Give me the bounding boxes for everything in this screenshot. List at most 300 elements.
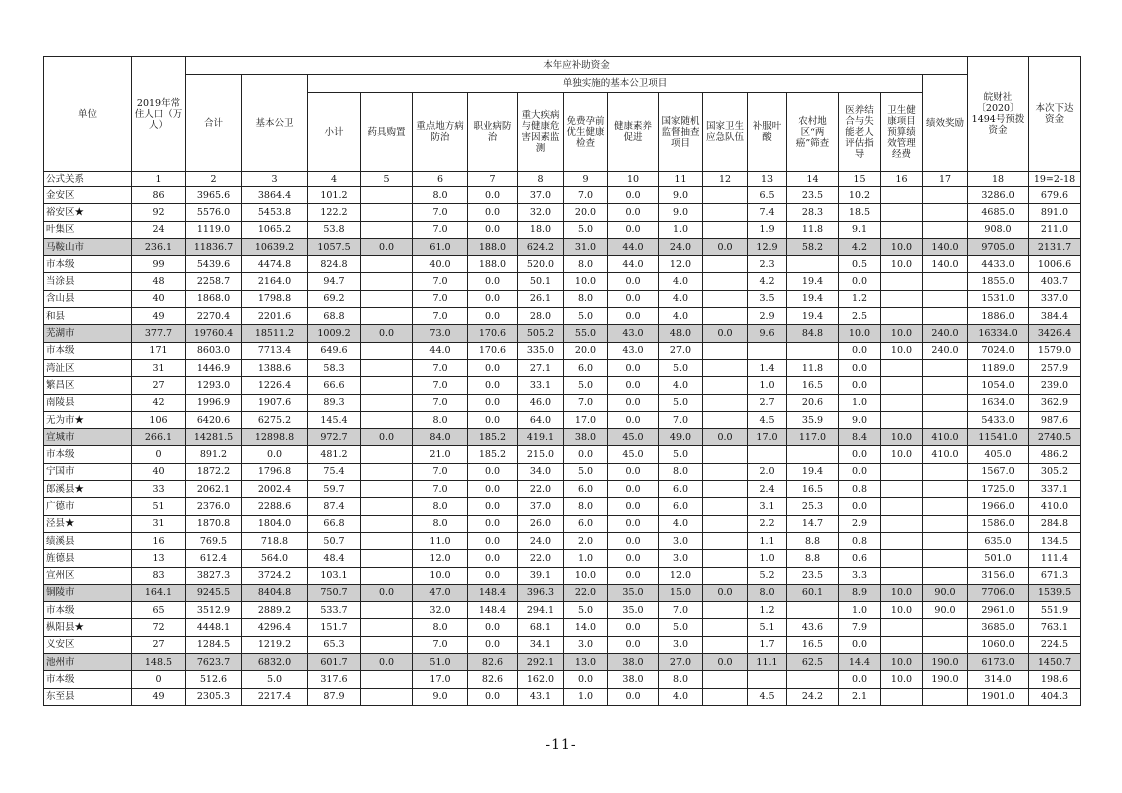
cell-value: 2740.5 (1029, 429, 1081, 446)
cell-value (703, 446, 748, 463)
cell-value (923, 411, 968, 428)
cell-value: 403.7 (1029, 273, 1081, 290)
cell-value: 4448.1 (186, 619, 242, 636)
cell-value: 68.8 (308, 308, 361, 325)
cell-value: 305.2 (1029, 463, 1081, 480)
cell-value (703, 567, 748, 584)
cell-value: 2062.1 (186, 481, 242, 498)
cell-value: 40.0 (413, 256, 468, 273)
table-row (44, 602, 1081, 619)
cell-value: 0.8 (839, 532, 881, 549)
cell-value: 1293.0 (186, 377, 242, 394)
cell-value: 0.0 (703, 429, 748, 446)
cell-value: 20.0 (564, 342, 608, 359)
cell-value: 11.0 (413, 532, 468, 549)
cell-value: 62.5 (787, 654, 839, 671)
cell-value: 512.6 (186, 671, 242, 688)
cell-value: 101.2 (308, 187, 361, 204)
cell-value: 22.0 (518, 550, 564, 567)
cell-value (881, 567, 923, 584)
cell-value: 284.8 (1029, 515, 1081, 532)
cell-value: 5.0 (659, 394, 703, 411)
cell-value: 50.7 (308, 532, 361, 549)
cell-value: 1450.7 (1029, 654, 1081, 671)
cell-value: 5576.0 (186, 204, 242, 221)
cell-value: 3.0 (659, 532, 703, 549)
cell-value: 19760.4 (186, 325, 242, 342)
cell-value: 1996.9 (186, 394, 242, 411)
cell-value: 16.5 (787, 377, 839, 394)
cell-value: 21.0 (413, 446, 468, 463)
cell-value: 10.0 (564, 273, 608, 290)
cell-value: 22.0 (518, 481, 564, 498)
table-row (44, 308, 1081, 325)
cell-value: 8.0 (564, 256, 608, 273)
cell-value: 7.0 (659, 411, 703, 428)
cell-value: 292.1 (518, 654, 564, 671)
cell-value: 122.2 (308, 204, 361, 221)
cell-value (748, 342, 787, 359)
cell-value (881, 273, 923, 290)
cell-value: 215.0 (518, 446, 564, 463)
cell-value: 0.0 (468, 463, 518, 480)
cell-value: 0.0 (564, 446, 608, 463)
cell-value (703, 671, 748, 688)
cell-unit: 马鞍山市 (44, 238, 132, 255)
cell-value (923, 221, 968, 238)
cell-value: 86 (132, 187, 186, 204)
cell-value: 17.0 (413, 671, 468, 688)
cell-value: 1054.0 (968, 377, 1029, 394)
cell-value: 0.0 (468, 550, 518, 567)
cell-unit: 宣城市 (44, 429, 132, 446)
cell-value: 1 (132, 172, 186, 187)
cell-value: 0.0 (839, 446, 881, 463)
cell-value: 24.0 (659, 238, 703, 255)
cell-value: 9.0 (413, 688, 468, 705)
cell-value: 11.8 (787, 359, 839, 376)
cell-value: 486.2 (1029, 446, 1081, 463)
cell-value: 14281.5 (186, 429, 242, 446)
cell-value: 14.4 (839, 654, 881, 671)
cell-value: 38.0 (608, 671, 659, 688)
cell-value: 171 (132, 342, 186, 359)
cell-value: 0.6 (839, 550, 881, 567)
cell-value: 58.3 (308, 359, 361, 376)
header-basic: 基本公卫 (242, 75, 308, 172)
cell-value: 2.7 (748, 394, 787, 411)
cell-value: 84.0 (413, 429, 468, 446)
cell-value: 20.6 (787, 394, 839, 411)
cell-value: 6.0 (564, 515, 608, 532)
cell-value (923, 532, 968, 549)
cell-value: 1.4 (748, 359, 787, 376)
cell-value: 2.4 (748, 481, 787, 498)
cell-unit: 金安区 (44, 187, 132, 204)
cell-value: 23.5 (787, 187, 839, 204)
cell-value: 9705.0 (968, 238, 1029, 255)
cell-value: 9.0 (839, 411, 881, 428)
cell-value (881, 550, 923, 567)
cell-value: 266.1 (132, 429, 186, 446)
cell-value: 8.0 (659, 671, 703, 688)
cell-value: 679.6 (1029, 187, 1081, 204)
cell-value: 1886.0 (968, 308, 1029, 325)
cell-value: 0.0 (468, 377, 518, 394)
cell-value: 11836.7 (186, 238, 242, 255)
cell-value: 10 (608, 172, 659, 187)
cell-value: 31 (132, 515, 186, 532)
header-col: 国家卫生应急队伍 (703, 93, 748, 172)
cell-value: 92 (132, 204, 186, 221)
cell-value: 73.0 (413, 325, 468, 342)
cell-value: 239.0 (1029, 377, 1081, 394)
cell-value: 1804.0 (242, 515, 308, 532)
table-row (44, 463, 1081, 480)
cell-value: 317.6 (308, 671, 361, 688)
cell-value: 2.3 (748, 256, 787, 273)
cell-value: 1907.6 (242, 394, 308, 411)
cell-value: 362.9 (1029, 394, 1081, 411)
cell-value: 4.0 (659, 308, 703, 325)
cell-value: 27.0 (659, 342, 703, 359)
header-this-year: 本年应补助资金 (186, 57, 968, 75)
cell-value: 0.0 (839, 359, 881, 376)
cell-value: 377.7 (132, 325, 186, 342)
cell-value: 2258.7 (186, 273, 242, 290)
cell-value: 2.9 (839, 515, 881, 532)
cell-value: 1634.0 (968, 394, 1029, 411)
cell-value: 240.0 (923, 325, 968, 342)
cell-value (923, 515, 968, 532)
cell-value: 3827.3 (186, 567, 242, 584)
cell-value (881, 411, 923, 428)
cell-value: 4.5 (748, 688, 787, 705)
cell-value: 0.0 (468, 411, 518, 428)
cell-value: 4296.4 (242, 619, 308, 636)
cell-value (923, 636, 968, 653)
cell-value: 2002.4 (242, 481, 308, 498)
cell-value (703, 636, 748, 653)
cell-value: 148.5 (132, 654, 186, 671)
cell-value: 12.0 (413, 550, 468, 567)
cell-value: 1009.2 (308, 325, 361, 342)
cell-unit: 南陵县 (44, 394, 132, 411)
header-col: 农村地区“两癌”筛查 (787, 93, 839, 172)
table-row (44, 256, 1081, 273)
cell-value: 38.0 (608, 654, 659, 671)
cell-unit: 市本级 (44, 446, 132, 463)
cell-value: 19.4 (787, 463, 839, 480)
cell-value: 2164.0 (242, 273, 308, 290)
cell-value: 35.9 (787, 411, 839, 428)
cell-value: 12.0 (659, 256, 703, 273)
cell-value: 1901.0 (968, 688, 1029, 705)
cell-value: 564.0 (242, 550, 308, 567)
cell-value: 16.5 (787, 636, 839, 653)
cell-value: 0.0 (608, 273, 659, 290)
cell-value: 7.0 (413, 273, 468, 290)
header-col: 重点地方病防治 (413, 93, 468, 172)
cell-value: 0.0 (361, 429, 413, 446)
cell-unit: 泾县★ (44, 515, 132, 532)
cell-unit: 裕安区★ (44, 204, 132, 221)
cell-value: 83 (132, 567, 186, 584)
cell-value: 45.0 (608, 446, 659, 463)
cell-unit: 叶集区 (44, 221, 132, 238)
cell-value: 891.0 (1029, 204, 1081, 221)
cell-value: 1219.2 (242, 636, 308, 653)
cell-value (923, 498, 968, 515)
cell-value (361, 515, 413, 532)
cell-value: 0.0 (468, 394, 518, 411)
cell-value: 28.3 (787, 204, 839, 221)
cell-value: 0.0 (468, 187, 518, 204)
cell-value: 987.6 (1029, 411, 1081, 428)
cell-value (881, 463, 923, 480)
cell-value: 396.3 (518, 584, 564, 601)
cell-value: 14 (787, 172, 839, 187)
table-row (44, 532, 1081, 549)
cell-value: 4.0 (659, 515, 703, 532)
cell-value (881, 619, 923, 636)
cell-value: 90.0 (923, 602, 968, 619)
cell-value (881, 377, 923, 394)
cell-value: 236.1 (132, 238, 186, 255)
cell-value (881, 688, 923, 705)
table-row (44, 498, 1081, 515)
cell-value: 0.0 (703, 584, 748, 601)
cell-value: 1388.6 (242, 359, 308, 376)
cell-value: 1.0 (564, 550, 608, 567)
cell-value: 17.0 (564, 411, 608, 428)
cell-unit: 铜陵市 (44, 584, 132, 601)
cell-value: 520.0 (518, 256, 564, 273)
cell-value: 10.0 (564, 567, 608, 584)
header-col: 重大疾病与健康危害因素监测 (518, 93, 564, 172)
cell-value: 0.0 (468, 308, 518, 325)
cell-value: 5.0 (659, 619, 703, 636)
cell-value: 4 (308, 172, 361, 187)
cell-value (923, 463, 968, 480)
cell-value: 17 (923, 172, 968, 187)
cell-value: 14.7 (787, 515, 839, 532)
cell-value: 10.0 (881, 325, 923, 342)
cell-value: 384.4 (1029, 308, 1081, 325)
cell-value: 7.0 (413, 481, 468, 498)
cell-value: 2.9 (748, 308, 787, 325)
cell-value: 19.4 (787, 273, 839, 290)
cell-value: 1586.0 (968, 515, 1029, 532)
cell-value: 0.0 (468, 359, 518, 376)
cell-value: 164.1 (132, 584, 186, 601)
cell-value (361, 446, 413, 463)
cell-value: 28.0 (518, 308, 564, 325)
cell-value (787, 256, 839, 273)
header-population: 2019年常住人口（万人） (132, 57, 186, 172)
table-row (44, 688, 1081, 705)
cell-value: 7.0 (564, 394, 608, 411)
cell-value (361, 636, 413, 653)
cell-value: 24.2 (787, 688, 839, 705)
cell-value: 404.3 (1029, 688, 1081, 705)
cell-value: 824.8 (308, 256, 361, 273)
cell-value: 1.1 (748, 532, 787, 549)
cell-value: 38.0 (564, 429, 608, 446)
cell-unit: 市本级 (44, 342, 132, 359)
cell-value: 410.0 (1029, 498, 1081, 515)
header-col: 补服叶酸 (748, 93, 787, 172)
header-separate: 单独实施的基本公卫项目 (308, 75, 923, 93)
cell-value: 15 (839, 172, 881, 187)
cell-value: 12 (703, 172, 748, 187)
cell-value: 64.0 (518, 411, 564, 428)
cell-value: 0.0 (703, 325, 748, 342)
cell-unit: 郎溪县★ (44, 481, 132, 498)
cell-value: 140.0 (923, 238, 968, 255)
cell-value: 294.1 (518, 602, 564, 619)
cell-value: 505.2 (518, 325, 564, 342)
cell-value: 185.2 (468, 429, 518, 446)
cell-value: 3685.0 (968, 619, 1029, 636)
city-row (44, 429, 1081, 446)
table-row (44, 273, 1081, 290)
table-row (44, 671, 1081, 688)
cell-value: 5.2 (748, 567, 787, 584)
cell-value: 7 (468, 172, 518, 187)
cell-unit: 义安区 (44, 636, 132, 653)
cell-value: 1567.0 (968, 463, 1029, 480)
cell-value: 2305.3 (186, 688, 242, 705)
city-row (44, 584, 1081, 601)
cell-value (703, 256, 748, 273)
cell-unit: 池州市 (44, 654, 132, 671)
cell-value: 2217.4 (242, 688, 308, 705)
cell-value: 1065.2 (242, 221, 308, 238)
cell-value: 42 (132, 394, 186, 411)
cell-value: 10.0 (881, 429, 923, 446)
cell-value: 4685.0 (968, 204, 1029, 221)
cell-value (881, 204, 923, 221)
cell-value: 0.0 (468, 619, 518, 636)
cell-value: 90.0 (923, 584, 968, 601)
cell-value: 9 (564, 172, 608, 187)
header-col: 职业病防治 (468, 93, 518, 172)
cell-value: 8.8 (787, 550, 839, 567)
cell-value: 257.9 (1029, 359, 1081, 376)
cell-value: 9245.5 (186, 584, 242, 601)
cell-value: 7.4 (748, 204, 787, 221)
cell-value: 26.0 (518, 515, 564, 532)
cell-value: 6.0 (564, 359, 608, 376)
cell-value: 51.0 (413, 654, 468, 671)
cell-value: 6 (413, 172, 468, 187)
cell-value: 8.0 (413, 498, 468, 515)
cell-value: 31.0 (564, 238, 608, 255)
cell-value (923, 308, 968, 325)
cell-value: 0.0 (468, 498, 518, 515)
cell-value: 5.0 (564, 602, 608, 619)
header-col: 健康素养促进 (608, 93, 659, 172)
cell-value (361, 411, 413, 428)
cell-value: 24 (132, 221, 186, 238)
cell-value: 27.1 (518, 359, 564, 376)
cell-value (748, 671, 787, 688)
cell-value: 12.9 (748, 238, 787, 255)
cell-value: 1.0 (659, 221, 703, 238)
cell-value: 47.0 (413, 584, 468, 601)
cell-value: 0.0 (608, 463, 659, 480)
cell-value: 635.0 (968, 532, 1029, 549)
cell-value: 1796.8 (242, 463, 308, 480)
cell-value: 0.0 (608, 290, 659, 307)
cell-value: 0.0 (361, 654, 413, 671)
cell-value: 8603.0 (186, 342, 242, 359)
cell-value: 16 (132, 532, 186, 549)
cell-value: 60.1 (787, 584, 839, 601)
cell-value: 2131.7 (1029, 238, 1081, 255)
cell-value: 4474.8 (242, 256, 308, 273)
cell-value: 5.0 (564, 377, 608, 394)
cell-value (748, 446, 787, 463)
cell-value (787, 602, 839, 619)
cell-value: 3286.0 (968, 187, 1029, 204)
header-preallocated: 皖财社〔2020〕1494号预拨资金 (968, 57, 1029, 172)
cell-value: 7.0 (564, 187, 608, 204)
cell-value: 66.6 (308, 377, 361, 394)
cell-value: 1.9 (748, 221, 787, 238)
cell-value: 49 (132, 688, 186, 705)
cell-value: 718.8 (242, 532, 308, 549)
cell-value: 35.0 (608, 584, 659, 601)
cell-value: 18 (968, 172, 1029, 187)
cell-value: 0.8 (839, 481, 881, 498)
cell-value: 533.7 (308, 602, 361, 619)
cell-value: 32.0 (413, 602, 468, 619)
cell-value: 3.3 (839, 567, 881, 584)
cell-value: 43.0 (608, 342, 659, 359)
cell-value: 48.4 (308, 550, 361, 567)
cell-value: 2889.2 (242, 602, 308, 619)
cell-value: 37.0 (518, 498, 564, 515)
cell-value: 211.0 (1029, 221, 1081, 238)
cell-value: 7.0 (413, 204, 468, 221)
cell-value (361, 481, 413, 498)
cell-value: 12898.8 (242, 429, 308, 446)
cell-value: 16 (881, 172, 923, 187)
cell-value: 5.1 (748, 619, 787, 636)
table-row (44, 411, 1081, 428)
cell-value: 40 (132, 290, 186, 307)
cell-value: 1119.0 (186, 221, 242, 238)
header-col: 药具购置 (361, 93, 413, 172)
cell-value (361, 671, 413, 688)
cell-value: 5433.0 (968, 411, 1029, 428)
cell-value (703, 377, 748, 394)
cell-value: 4.0 (659, 273, 703, 290)
cell-value: 6.0 (564, 481, 608, 498)
cell-value (881, 394, 923, 411)
cell-unit: 东至县 (44, 688, 132, 705)
cell-value: 1006.6 (1029, 256, 1081, 273)
cell-value: 9.1 (839, 221, 881, 238)
cell-value: 0.0 (608, 221, 659, 238)
cell-value: 27.0 (659, 654, 703, 671)
cell-value: 624.2 (518, 238, 564, 255)
cell-value: 16334.0 (968, 325, 1029, 342)
cell-value: 18.5 (839, 204, 881, 221)
cell-value: 0.0 (361, 325, 413, 342)
